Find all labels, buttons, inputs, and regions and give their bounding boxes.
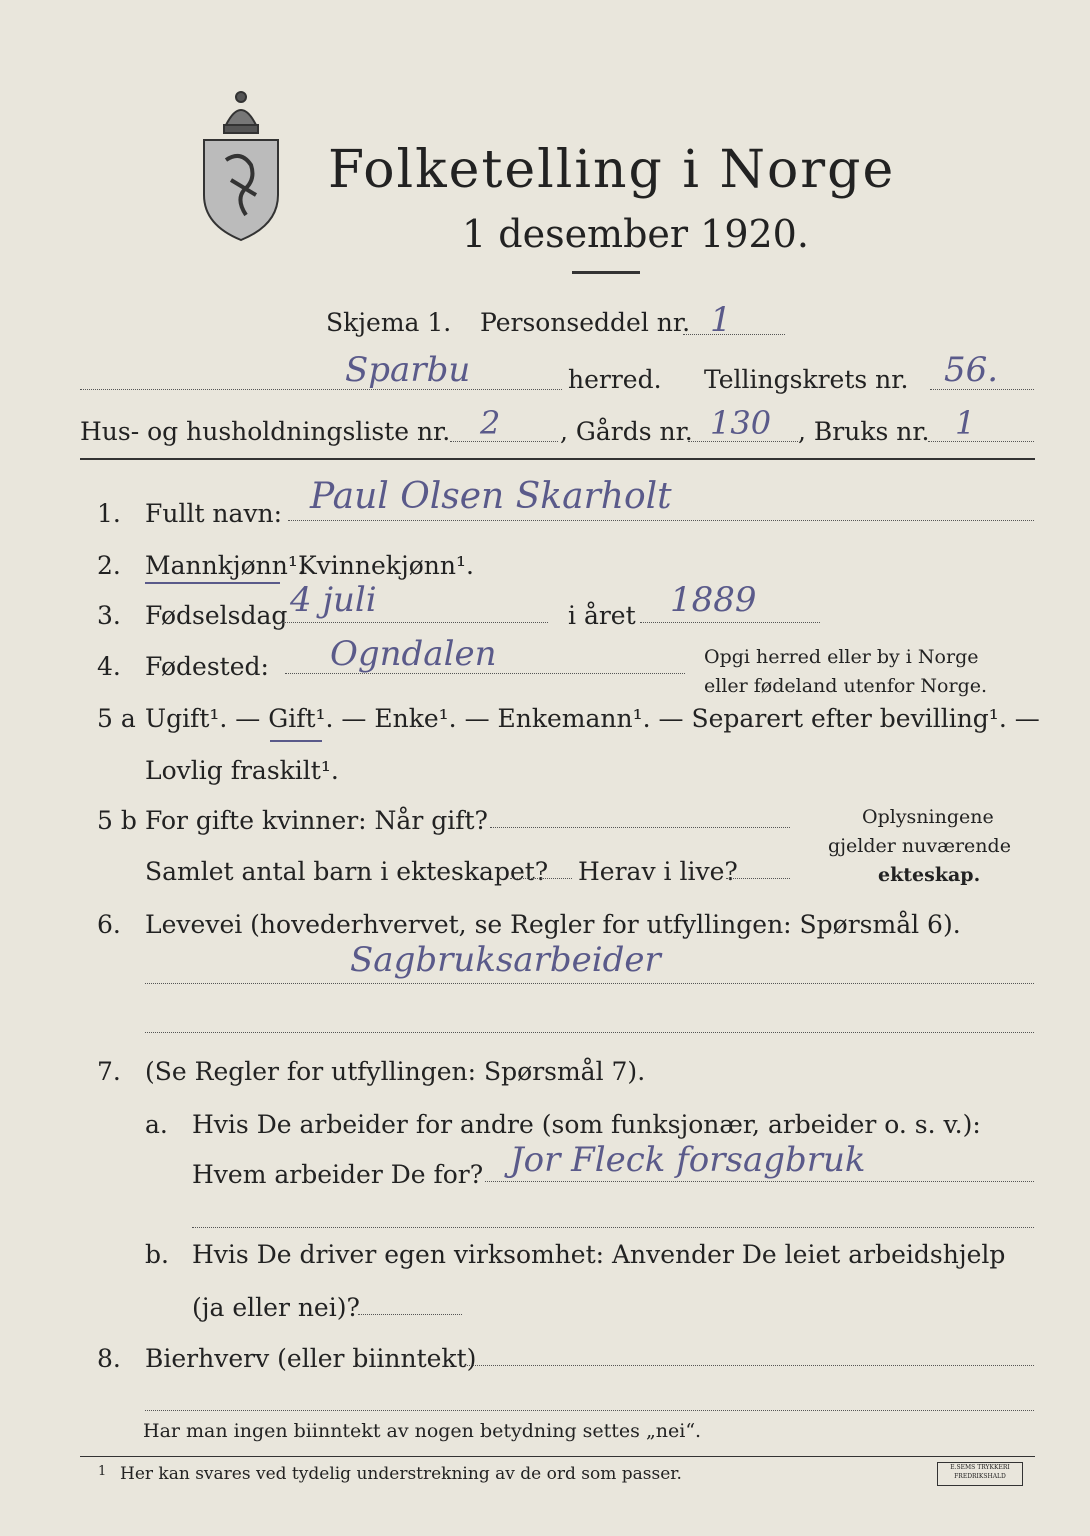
form-date: 1 desember 1920. bbox=[462, 212, 809, 256]
q7b-line1: Hvis De driver egen virksomhet: Anvender De leiet arbeidshjelp bbox=[192, 1240, 1006, 1269]
q3-year-line bbox=[640, 622, 820, 623]
q5a-options: Ugift¹. — Gift¹. — Enke¹. — Enkemann¹. — Separert efter bevilling¹. — bbox=[145, 704, 1040, 733]
footer-divider bbox=[80, 1456, 1035, 1457]
q6-label: Levevei (hovederhvervet, se Regler for utfyllingen: Spørsmål 6). bbox=[145, 910, 961, 939]
gards-label: , Gårds nr. bbox=[560, 417, 693, 446]
q3-year-value: 1889 bbox=[670, 580, 757, 620]
q2-underline bbox=[145, 582, 280, 584]
form-title: Folketelling i Norge bbox=[328, 140, 896, 200]
footnote-text: Her kan svares ved tydelig understrekning av de ord som passer. bbox=[120, 1464, 682, 1484]
q7-number: 7. bbox=[97, 1057, 121, 1086]
q6-number: 6. bbox=[97, 910, 121, 939]
gards-value: 130 bbox=[710, 404, 772, 442]
herred-label: herred. bbox=[568, 365, 662, 394]
q7a-value: Jor Fleck forsagbruk bbox=[510, 1140, 866, 1180]
q5a-line2: Lovlig fraskilt¹. bbox=[145, 756, 339, 785]
q3-label: Fødselsdag bbox=[145, 601, 288, 630]
q5b-note2: gjelder nuværende bbox=[828, 835, 1011, 857]
q6-line2 bbox=[145, 1032, 1034, 1033]
q2-number: 2. bbox=[97, 551, 121, 580]
q5b-line2b-dots bbox=[726, 878, 790, 879]
q8-line1 bbox=[465, 1365, 1034, 1366]
bruks-value: 1 bbox=[955, 404, 976, 442]
q4-note-line2: eller fødeland utenfor Norge. bbox=[704, 675, 988, 697]
husliste-label: Hus- og husholdningsliste nr. bbox=[80, 417, 451, 446]
q7-label: (Se Regler for utfyllingen: Spørsmål 7). bbox=[145, 1057, 646, 1086]
q5b-number: 5 b bbox=[97, 806, 137, 835]
q5a-underline bbox=[270, 740, 322, 742]
personseddel-line bbox=[683, 334, 785, 335]
q5b-line2b: Herav i live? bbox=[578, 857, 738, 886]
q3-number: 3. bbox=[97, 601, 121, 630]
printer-stamp-line1: E.SEMS TRYKKERI bbox=[950, 1464, 1010, 1471]
q1-number: 1. bbox=[97, 499, 121, 528]
header-divider bbox=[80, 458, 1035, 460]
tellingskrets-label: Tellingskrets nr. bbox=[704, 365, 909, 394]
q3-value: 4 juli bbox=[290, 580, 377, 620]
q1-label: Fullt navn: bbox=[145, 499, 283, 528]
q7a-line-extra bbox=[192, 1227, 1034, 1228]
q5a-number: 5 a bbox=[97, 704, 136, 733]
bruks-line bbox=[928, 441, 1034, 442]
tellingskrets-value: 56. bbox=[944, 350, 999, 390]
title-divider bbox=[572, 271, 640, 274]
q5b-line2a-dots bbox=[510, 878, 572, 879]
q4-note-line1: Opgi herred eller by i Norge bbox=[704, 646, 979, 668]
footnote-number: 1 bbox=[98, 1464, 107, 1479]
q8-number: 8. bbox=[97, 1344, 121, 1373]
q2-male: Mannkjønn¹. bbox=[145, 551, 306, 580]
q4-value: Ogndalen bbox=[330, 634, 497, 674]
q7a-line1: Hvis De arbeider for andre (som funksjonær, arbeider o. s. v.): bbox=[192, 1110, 981, 1139]
herred-value: Sparbu bbox=[345, 350, 471, 390]
q4-number: 4. bbox=[97, 652, 121, 681]
q5b-line1-dots bbox=[490, 827, 790, 828]
printer-stamp bbox=[937, 1462, 1023, 1486]
q7a-letter: a. bbox=[145, 1110, 168, 1139]
q2-female: Kvinnekjønn¹. bbox=[298, 551, 474, 580]
q7a-line2: Hvem arbeider De for? bbox=[192, 1160, 484, 1189]
husliste-value: 2 bbox=[480, 404, 501, 442]
q1-value: Paul Olsen Skarholt bbox=[310, 476, 672, 517]
personseddel-label: Personseddel nr. bbox=[480, 308, 691, 337]
q6-value: Sagbruksarbeider bbox=[350, 940, 661, 980]
printer-stamp-line2: FREDRIKSHALD bbox=[954, 1473, 1006, 1480]
q8-line2 bbox=[145, 1410, 1034, 1411]
personseddel-value: 1 bbox=[710, 300, 732, 340]
husliste-line bbox=[450, 441, 558, 442]
footer-note: Har man ingen biinntekt av nogen betydning settes „nei“. bbox=[143, 1420, 702, 1442]
bruks-label: , Bruks nr. bbox=[798, 417, 930, 446]
q5b-line1: For gifte kvinner: Når gift? bbox=[145, 806, 488, 835]
q7b-line2: (ja eller nei)? bbox=[192, 1293, 360, 1322]
q7a-line bbox=[485, 1181, 1034, 1182]
q4-label: Fødested: bbox=[145, 652, 269, 681]
q7b-line bbox=[358, 1314, 462, 1315]
q1-line bbox=[288, 520, 1034, 521]
schema-label: Skjema 1. bbox=[326, 308, 452, 337]
q8-label: Bierhverv (eller biinntekt) bbox=[145, 1344, 477, 1373]
q5b-line2a: Samlet antal barn i ekteskapet? bbox=[145, 857, 549, 886]
q6-line1 bbox=[145, 983, 1034, 984]
q5b-note3: ekteskap. bbox=[878, 864, 981, 886]
q3-year-label: i året bbox=[568, 601, 636, 630]
herred-line bbox=[80, 389, 562, 390]
q7b-letter: b. bbox=[145, 1240, 169, 1269]
q5b-note1: Oplysningene bbox=[862, 806, 994, 828]
coat-of-arms-icon bbox=[196, 85, 286, 245]
q3-day-line bbox=[283, 622, 548, 623]
